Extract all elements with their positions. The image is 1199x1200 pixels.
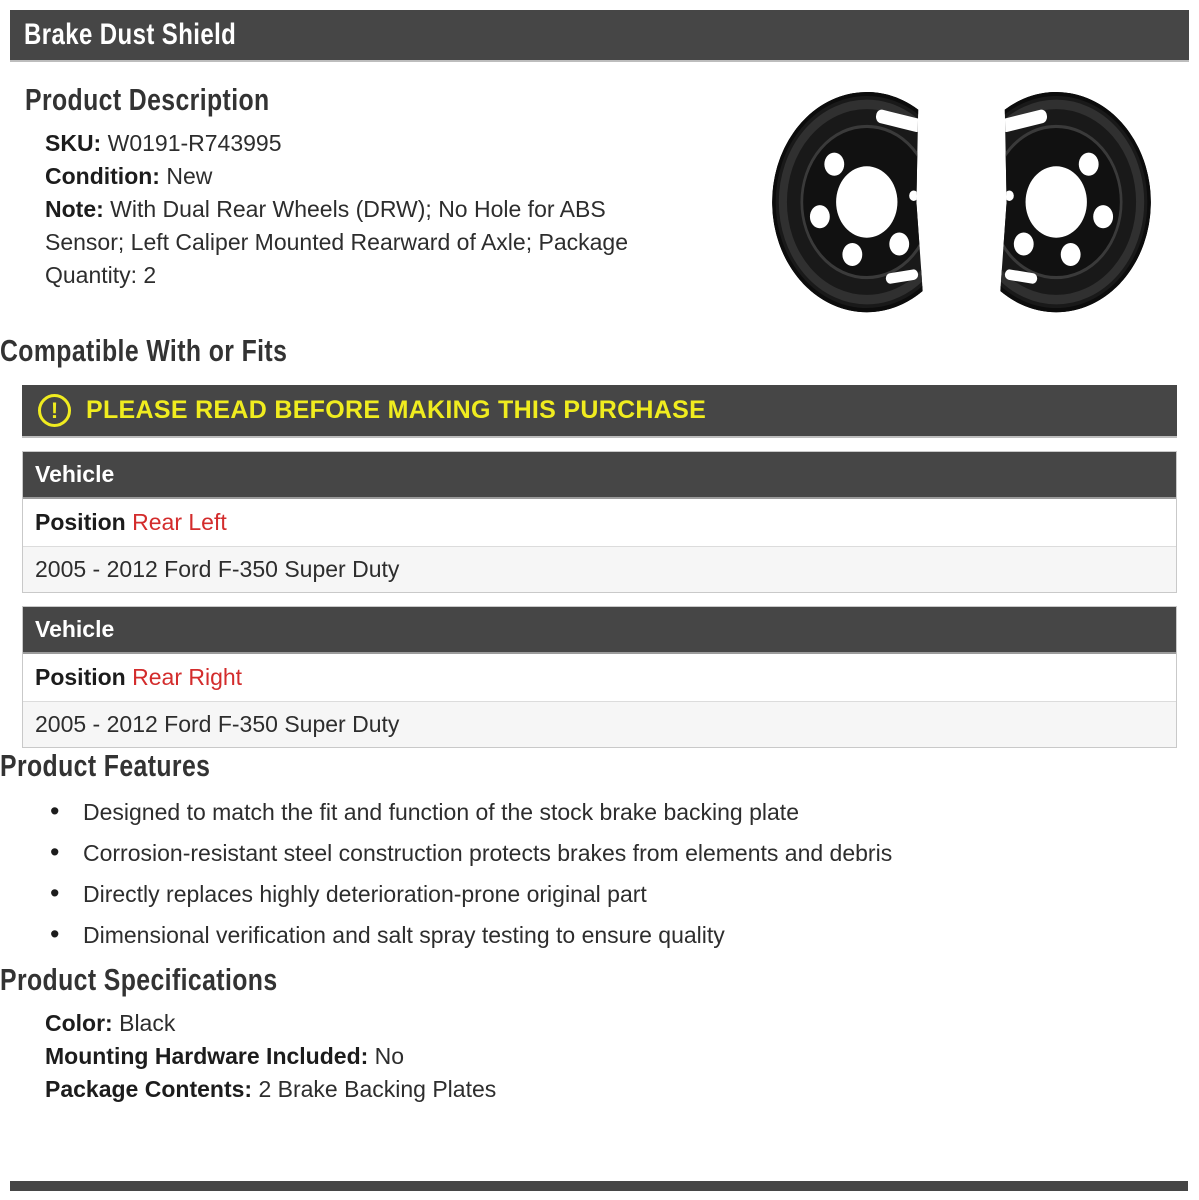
next-section-bar xyxy=(10,1181,1188,1191)
position-value: Rear Left xyxy=(132,509,227,535)
vehicle-row: 2005 - 2012 Ford F-350 Super Duty xyxy=(23,702,1176,747)
vehicle-table-header: Vehicle xyxy=(23,607,1176,654)
position-row: Position Rear Left xyxy=(23,499,1176,547)
position-row: Position Rear Right xyxy=(23,654,1176,702)
feature-item: • Dimensional verification and salt spray testing to ensure quality xyxy=(50,921,1199,949)
compatible-heading: Compatible With or Fits xyxy=(0,333,288,368)
product-specifications-heading: Product Specifications xyxy=(0,962,278,997)
product-description-heading: Product Description xyxy=(25,82,270,117)
product-image xyxy=(754,76,1169,333)
feature-item: • Directly replaces highly deterioration-prone original part xyxy=(50,880,1199,908)
description-section xyxy=(25,82,1169,333)
vehicle-table-rear-left xyxy=(22,451,1177,593)
feature-item: • Designed to match the fit and function of the stock brake backing plate xyxy=(50,798,1199,826)
vehicle-table-rear-right xyxy=(22,606,1177,748)
sku-line: SKU: W0191-R743995 xyxy=(45,130,282,156)
product-features-heading: Product Features xyxy=(0,748,211,783)
condition-line: Condition: New xyxy=(45,163,213,189)
product-features-list xyxy=(50,798,1199,949)
brake-dust-shield-image xyxy=(754,76,1169,328)
mounting-hardware-line: Mounting Hardware Included: No xyxy=(45,1043,405,1069)
page-title: Brake Dust Shield xyxy=(24,18,237,51)
product-description-fields xyxy=(45,127,665,292)
vehicle-row: 2005 - 2012 Ford F-350 Super Duty xyxy=(23,547,1176,592)
warning-text: PLEASE READ BEFORE MAKING THIS PURCHASE xyxy=(86,396,707,424)
position-value: Rear Right xyxy=(132,664,243,690)
warning-exclamation-icon: ! xyxy=(38,394,71,427)
warning-banner xyxy=(22,385,1177,438)
vehicle-table-header: Vehicle xyxy=(23,452,1176,499)
color-line: Color: Black xyxy=(45,1010,176,1036)
feature-item: • Corrosion-resistant steel construction protects brakes from elements and debris xyxy=(50,839,1199,867)
package-contents-line: Package Contents: 2 Brake Backing Plates xyxy=(45,1076,497,1102)
note-line: Note: With Dual Rear Wheels (DRW); No Hole for ABS Sensor; Left Caliper Mounted Rearward of Axle; Package Quantity: 2 xyxy=(45,196,628,288)
product-specifications-fields xyxy=(45,1007,1199,1106)
title-bar xyxy=(10,10,1189,62)
